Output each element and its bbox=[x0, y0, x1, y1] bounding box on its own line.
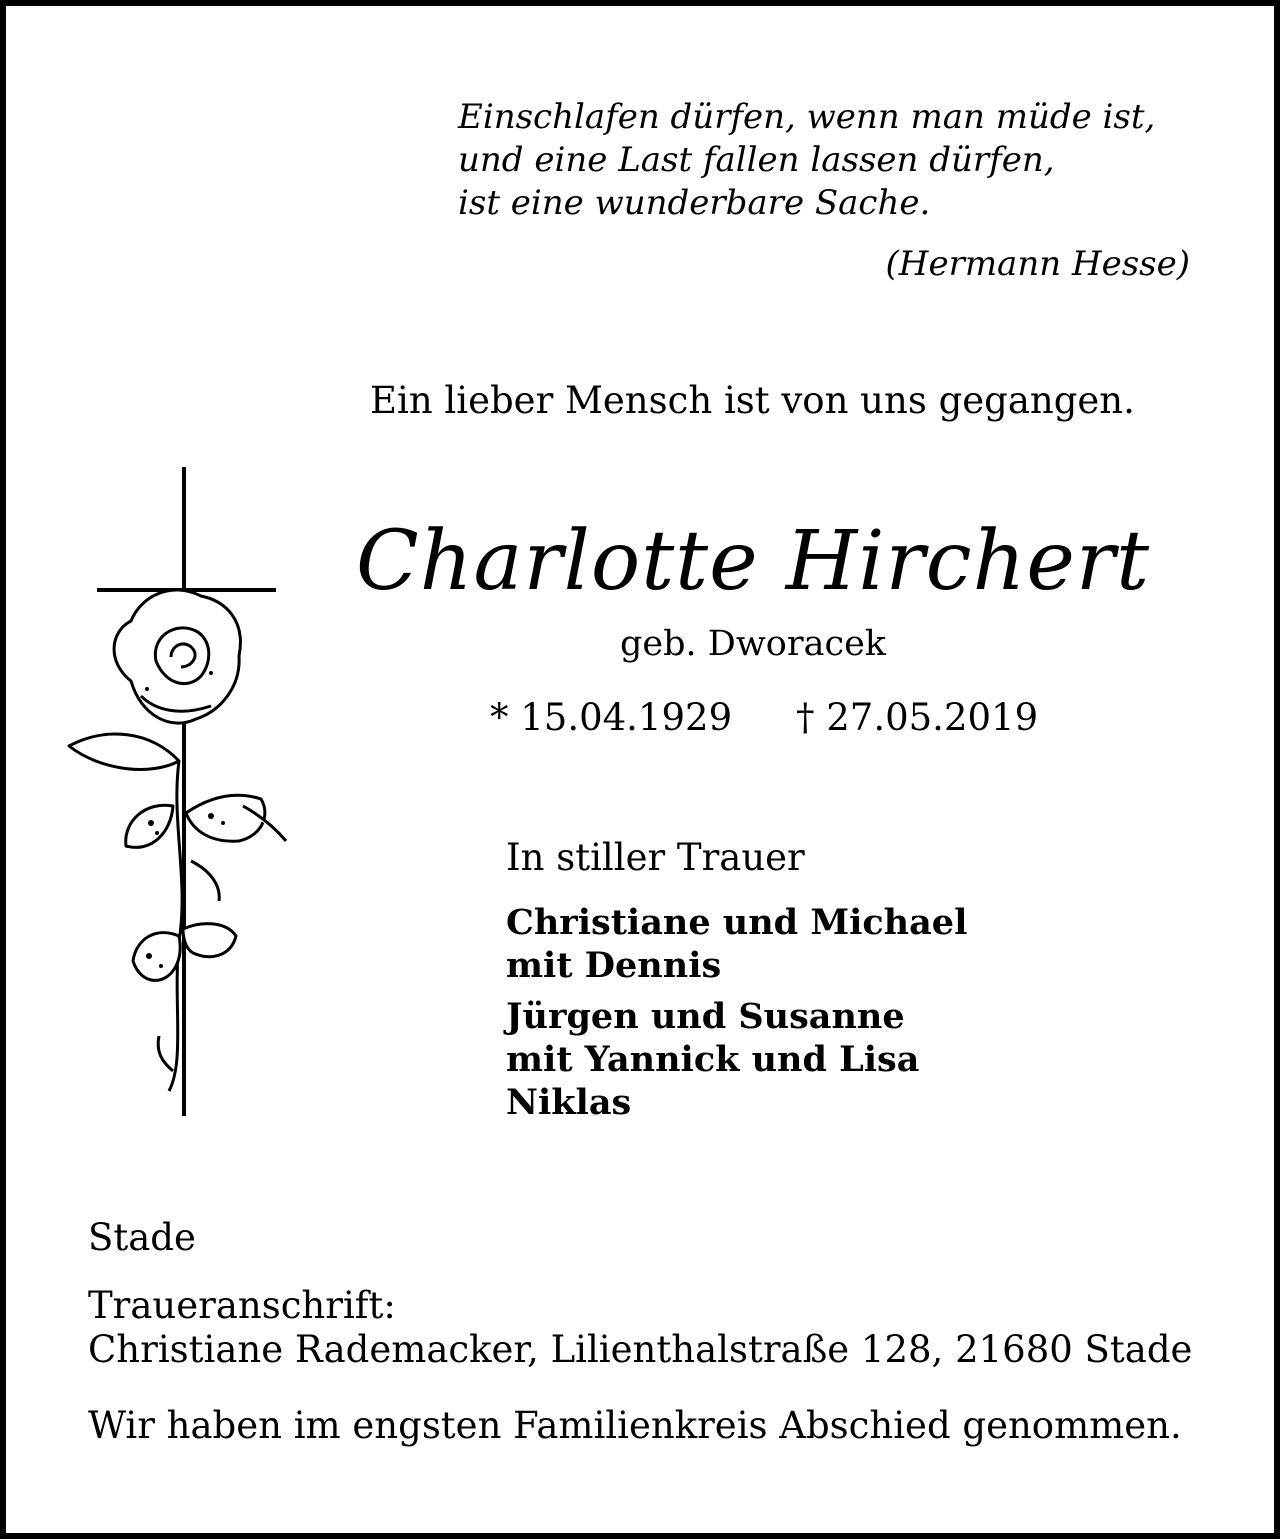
mourning-address bbox=[88, 1284, 1192, 1372]
mourner-line: Christiane und Michael bbox=[506, 902, 968, 943]
place: Stade bbox=[88, 1216, 196, 1259]
cross-with-rose-icon bbox=[61, 461, 301, 1126]
quote-attribution: (Hermann Hesse) bbox=[885, 244, 1190, 284]
mourner-line: Jürgen und Susanne bbox=[506, 996, 905, 1037]
address-line: Christiane Rademacker, Lilienthalstraße 128, 21680 Stade bbox=[88, 1328, 1193, 1371]
mourners-list bbox=[506, 901, 967, 1132]
quote-line: ist eine wunderbare Sache. bbox=[458, 183, 931, 223]
address-label: Traueranschrift: bbox=[88, 1284, 396, 1327]
mourner-line: Niklas bbox=[506, 1082, 632, 1123]
mourning-label: In stiller Trauer bbox=[506, 836, 805, 879]
birth-name: geb. Dworacek bbox=[620, 624, 886, 664]
mourner-group bbox=[506, 901, 967, 987]
quote bbox=[458, 96, 1218, 225]
mourner-group bbox=[506, 995, 967, 1124]
birth-date: * 15.04.1929 bbox=[490, 696, 733, 739]
death-date: † 27.05.2019 bbox=[796, 696, 1039, 739]
farewell-text: Wir haben im engsten Familienkreis Abschied genommen. bbox=[88, 1404, 1182, 1447]
quote-line: und eine Last fallen lassen dürfen, bbox=[458, 140, 1055, 180]
intro-text: Ein lieber Mensch ist von uns gegangen. bbox=[370, 379, 1135, 422]
mourner-line: mit Dennis bbox=[506, 945, 722, 986]
quote-line: Einschlafen dürfen, wenn man müde ist, bbox=[458, 97, 1156, 137]
deceased-name: Charlotte Hirchert bbox=[356, 514, 1151, 609]
mourner-line: mit Yannick und Lisa bbox=[506, 1039, 920, 1080]
